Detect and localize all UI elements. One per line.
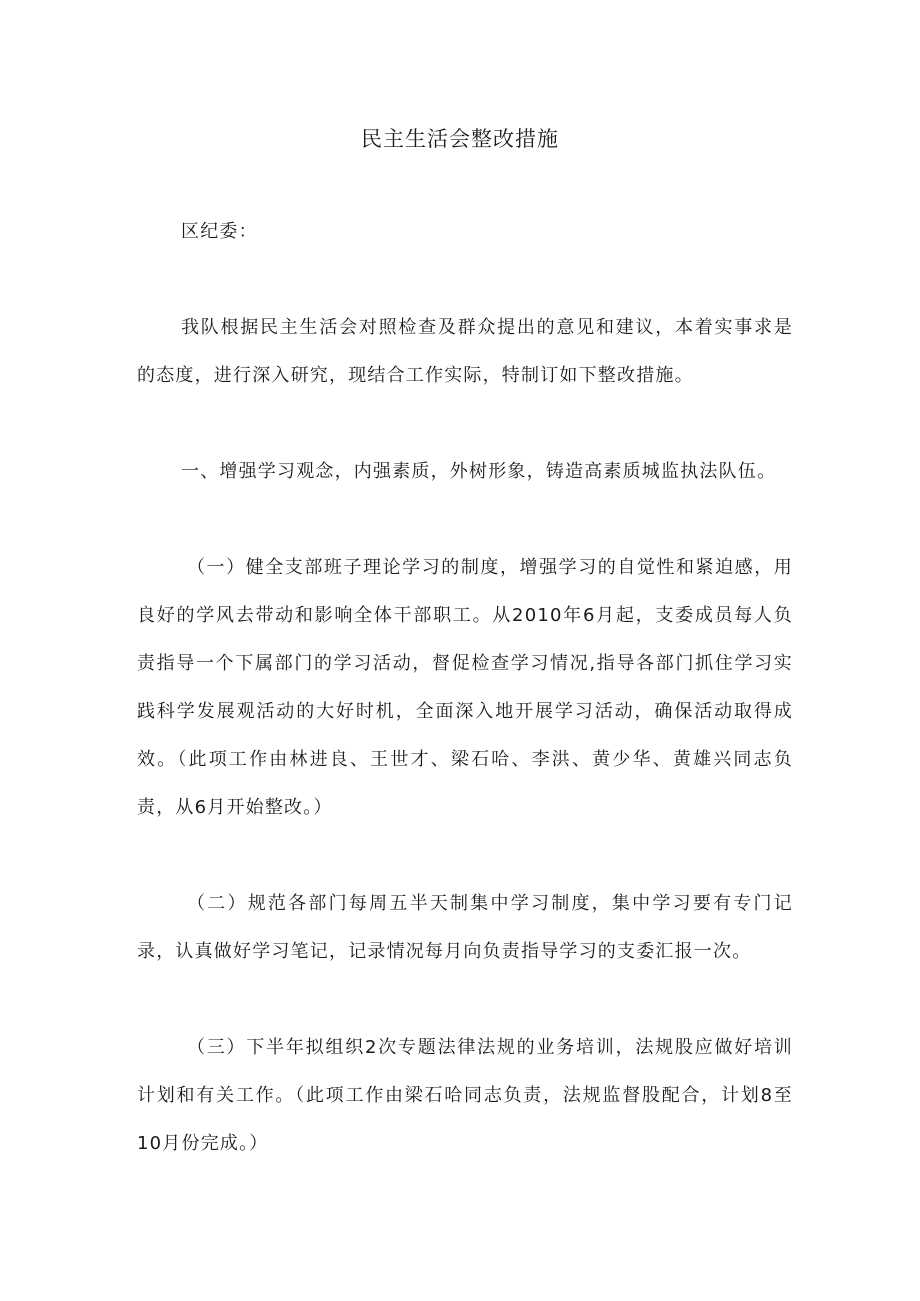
measure-item-2: （二）规范各部门每周五半天制集中学习制度，集中学习要有专门记录，认真做好学习笔记，记录情况每月向负责指导学习的支委汇报一次。 bbox=[137, 893, 793, 962]
intro-paragraph: 我队根据民主生活会对照检查及群众提出的意见和建议，本着实事求是的态度，进行深入研究，现结合工作实际，特制订如下整改措施。 bbox=[137, 317, 793, 386]
measure-item-1: （一）健全支部班子理论学习的制度，增强学习的自觉性和紧迫感，用良好的学风去带动和影响全体干部职工。从2010年6月起，支委成员每人负责指导一个下属部门的学习活动，督促检查学习情况,指导各部门抓住学习实践科学发展观活动的大好时机，全面深入地开展学习活动，确保活动取得成效。（此项工作由林进良、王世才、梁石哈、李洪、黄少华、黄雄兴同志负责，从6月开始整改。） bbox=[137, 557, 793, 818]
measure-item-3: （三）下半年拟组织2次专题法律法规的业务培训，法规股应做好培训计划和有关工作。（此项工作由梁石哈同志负责，法规监督股配合，计划8至10月份完成。） bbox=[137, 1037, 793, 1154]
salutation: 区纪委： bbox=[181, 221, 258, 242]
document-title: 民主生活会整改措施 bbox=[361, 127, 559, 151]
section-heading-1: 一、增强学习观念，内强素质，外树形象，铸造高素质城监执法队伍。 bbox=[181, 461, 777, 482]
